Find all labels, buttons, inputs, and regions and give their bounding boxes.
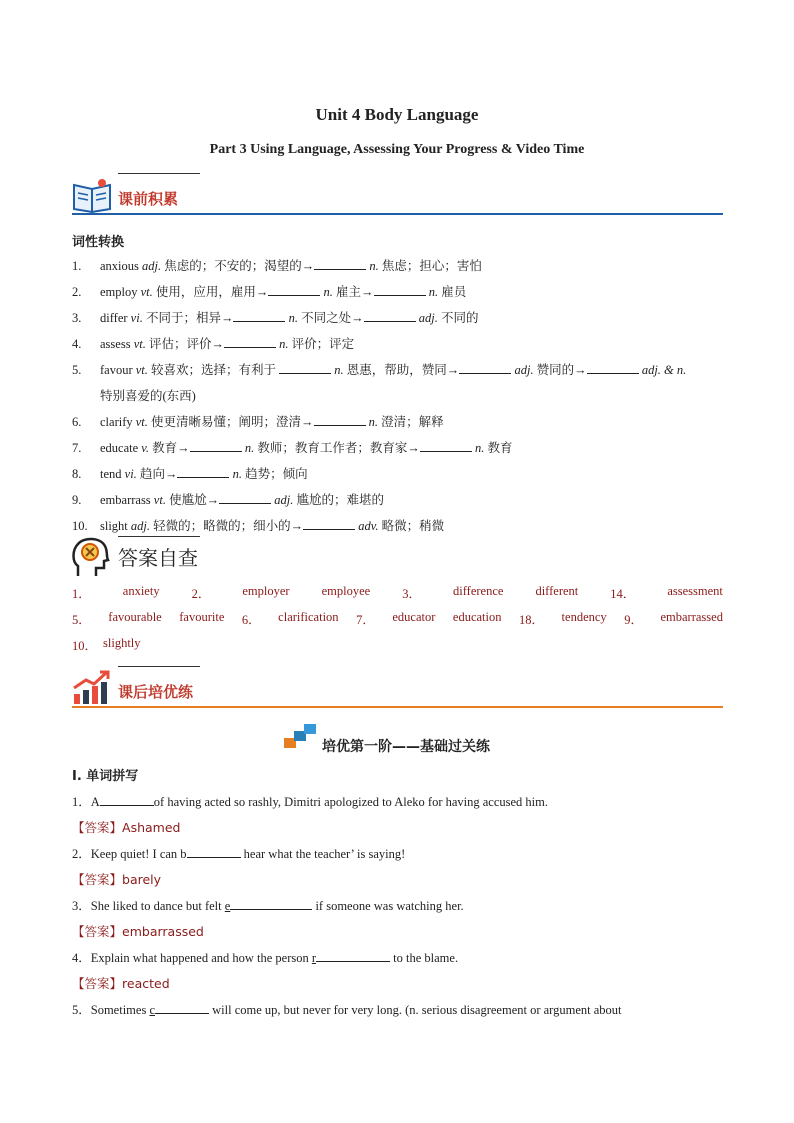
thinking-head-icon: [72, 536, 110, 578]
answer-number: 2．: [191, 587, 211, 601]
part-of-speech: adj.: [130, 519, 151, 533]
answer-word: educator: [392, 610, 436, 624]
answer-number: 18．: [519, 613, 545, 627]
item-number: 3.: [72, 311, 82, 325]
stage-label: 培优第一阶——基础过关练: [322, 739, 490, 755]
section-header-postclass: [72, 666, 723, 708]
section-top-rule: [118, 666, 200, 667]
answer-text: Ashamed: [122, 820, 181, 835]
page-title: Unit 4 Body Language: [315, 105, 479, 124]
item-number: 2.: [72, 285, 82, 299]
meaning: 使用，应用，雇用→: [152, 285, 269, 299]
question-text: if someone was watching her.: [312, 899, 464, 913]
section-divider: [72, 213, 723, 215]
answer-word: difference: [453, 584, 504, 598]
wordform-item: [72, 413, 723, 431]
item-number: 5.: [72, 363, 82, 377]
meaning: 使尴尬→: [165, 493, 220, 507]
part-of-speech: n.: [279, 337, 289, 351]
answer-blank[interactable]: [374, 283, 426, 296]
exercise-answer: [72, 974, 170, 992]
answer-text: reacted: [122, 976, 170, 991]
initial-letter: c: [149, 1003, 155, 1017]
answer-blank[interactable]: [230, 897, 312, 910]
meaning: 评估；评价→: [145, 337, 224, 351]
wordform-item: [72, 361, 723, 379]
meaning: 较喜欢；选择；有利于: [147, 363, 280, 377]
answer-blank[interactable]: [314, 257, 366, 270]
initial-letter: r: [311, 951, 317, 965]
stage-heading: [284, 724, 524, 754]
answer-tag: 【答案】: [72, 976, 123, 991]
answer-blank[interactable]: [268, 283, 320, 296]
section-label: 课前积累: [118, 190, 179, 208]
page-subtitle: Part 3 Using Language, Assessing Your Progress & Video Time: [209, 142, 585, 157]
answer-number: 9．: [624, 613, 643, 627]
part-of-speech: vt.: [140, 285, 153, 299]
exercise-answer: [72, 818, 180, 836]
answer-blank[interactable]: [420, 439, 472, 452]
part-of-speech: n.: [244, 441, 255, 455]
answer-blank[interactable]: [587, 361, 639, 374]
answer-blank[interactable]: [190, 439, 242, 452]
answer-word: tendency: [561, 610, 607, 624]
part-of-speech: vt.: [135, 415, 148, 429]
word: educate: [100, 441, 142, 455]
exercise-question: [72, 844, 723, 862]
meaning: 教育→: [149, 441, 190, 455]
item-number: 4.: [72, 337, 82, 351]
initial-letter: e: [224, 899, 231, 913]
section-header-preclass: [72, 173, 723, 215]
item-number: 10.: [72, 519, 88, 533]
answer-text: embarrassed: [122, 924, 204, 939]
answer-number: 14．: [610, 587, 636, 601]
question-text: 3．She liked to dance but felt: [72, 899, 225, 913]
part-of-speech: n.: [368, 415, 379, 429]
meaning: 不同于；相异→: [142, 311, 234, 325]
meaning: 雇员: [438, 285, 467, 299]
spelling-heading: I. 单词拼写: [72, 769, 139, 784]
section-top-rule: [118, 536, 200, 537]
meaning: 略微；稍微: [378, 519, 445, 533]
exercise-question: [72, 896, 723, 914]
section-divider: [72, 706, 723, 708]
word: favour: [100, 363, 136, 377]
answer-blank[interactable]: [187, 845, 241, 858]
meaning: 尴尬的；难堪的: [293, 493, 384, 507]
part-of-speech: adj.: [514, 363, 534, 377]
answer-blank[interactable]: [303, 517, 355, 530]
meaning: 赞同的→: [533, 363, 587, 377]
exercise-answer: [72, 922, 204, 940]
exercise-question: [72, 948, 723, 966]
answer-word: employer: [242, 584, 290, 598]
section-label: 答案自查: [118, 546, 198, 570]
word: employ: [100, 285, 141, 299]
answer-blank[interactable]: [219, 491, 271, 504]
part-of-speech: n.: [323, 285, 333, 299]
meaning: 恩惠，帮助，赞同→: [343, 363, 460, 377]
answer-word: anxiety: [122, 584, 160, 598]
answer-word: embarrassed: [660, 610, 723, 624]
wordform-item: [72, 491, 723, 509]
part-of-speech: v.: [141, 441, 150, 455]
part-of-speech: adj.: [274, 493, 294, 507]
word: embarrass: [100, 493, 154, 507]
word: differ: [100, 311, 131, 325]
part-of-speech: n.: [288, 311, 298, 325]
answer-blank[interactable]: [100, 793, 154, 806]
meaning: 趋势；倾向: [241, 467, 308, 481]
part-of-speech: n.: [369, 259, 379, 273]
meaning: 教育: [484, 441, 513, 455]
answer-blank[interactable]: [314, 413, 366, 426]
section-top-rule: [118, 173, 200, 174]
part-of-speech: n.: [428, 285, 439, 299]
meaning: 焦虑；担心；害怕: [378, 259, 482, 273]
item-number: 6.: [72, 415, 82, 429]
answer-blank[interactable]: [177, 465, 229, 478]
item-number: 8.: [72, 467, 82, 481]
part-of-speech: vi.: [130, 311, 143, 325]
answer-blank[interactable]: [233, 309, 285, 322]
meaning: 澄清；解释: [378, 415, 444, 429]
answer-number: 1．: [72, 587, 91, 601]
word: clarify: [100, 415, 136, 429]
word: slight: [100, 519, 131, 533]
answer-text: barely: [122, 872, 162, 887]
section-header-answers: [72, 536, 723, 580]
part-of-speech: adj.: [418, 311, 438, 325]
wordform-item: [72, 309, 723, 327]
meaning: 焦虑的；不安的；渴望的→: [161, 259, 315, 273]
answer-row-3: [72, 636, 162, 654]
question-text: will come up, but never for very long. (n. serious disagreement or argument about: [209, 1003, 622, 1017]
answer-tag: 【答案】: [72, 872, 123, 887]
answer-row-1: [72, 584, 723, 602]
answer-row-2: [72, 610, 723, 628]
answer-number: 7．: [356, 613, 375, 627]
meaning: 特别喜爱的(东西): [100, 389, 196, 403]
meaning: 教师；教育工作者；教育家→: [254, 441, 420, 455]
meaning: 不同的: [437, 311, 479, 325]
answer-word: slightly: [103, 636, 141, 650]
answer-tag: 【答案】: [72, 924, 123, 939]
answer-blank[interactable]: [459, 361, 511, 374]
part-of-speech: adj.: [142, 259, 162, 273]
answer-blank[interactable]: [364, 309, 416, 322]
part-of-speech: vt.: [135, 363, 148, 377]
wordforms-heading: 词性转换: [72, 235, 125, 250]
part-of-speech: n.: [474, 441, 485, 455]
word: tend: [100, 467, 125, 481]
stairs-icon: [284, 724, 318, 750]
answer-blank[interactable]: [279, 361, 331, 374]
meaning: 轻微的；略微的；细小的→: [150, 519, 304, 533]
part-of-speech: vt.: [133, 337, 146, 351]
answer-word: favourable: [108, 610, 162, 624]
part-of-speech: n.: [232, 467, 242, 481]
answer-number: 3．: [402, 587, 421, 601]
part-of-speech: n.: [334, 363, 344, 377]
answer-word: favourite: [179, 610, 225, 624]
meaning: 使更清晰易懂；阐明；澄清→: [147, 415, 314, 429]
wordform-item-continued: [72, 387, 723, 405]
question-text: hear what the teacher’ is saying!: [240, 847, 406, 861]
section-label: 课后培优练: [118, 683, 194, 701]
meaning: 雇主→: [332, 285, 374, 299]
question-text: 2．Keep quiet! I can b: [72, 847, 187, 861]
answer-number: 6．: [241, 613, 261, 627]
answer-blank[interactable]: [316, 949, 390, 962]
part-of-speech: adv.: [358, 519, 379, 533]
question-text: 4．Explain what happened and how the person: [72, 951, 312, 965]
exercise-question: [72, 792, 723, 810]
wordform-item: [72, 517, 723, 535]
item-number: 1.: [72, 259, 82, 273]
exercise-answer: [72, 870, 161, 888]
part-of-speech: adj. & n.: [641, 363, 687, 377]
wordform-item: [72, 335, 723, 353]
book-icon: [72, 177, 112, 213]
wordform-item: [72, 283, 723, 301]
answer-word: different: [535, 584, 579, 598]
answer-word: clarification: [278, 610, 339, 624]
chart-up-icon: [72, 670, 112, 706]
wordform-item: [72, 439, 723, 457]
item-number: 9.: [72, 493, 82, 507]
answer-blank[interactable]: [155, 1001, 209, 1014]
exercise-question: [72, 1000, 723, 1018]
meaning: 不同之处→: [297, 311, 364, 325]
meaning: 趋向→: [136, 467, 178, 481]
question-text: 1．A: [72, 795, 100, 809]
question-text: of having acted so rashly, Dimitri apologized to Aleko for having accused him.: [153, 795, 549, 809]
word: anxious: [100, 259, 143, 273]
answer-number: 10．: [72, 639, 98, 653]
wordform-item: [72, 465, 723, 483]
word: assess: [100, 337, 134, 351]
question-text: to the blame.: [390, 951, 459, 965]
answer-word: education: [452, 610, 502, 624]
item-number: 7.: [72, 441, 82, 455]
wordform-item: [72, 257, 723, 275]
answer-tag: 【答案】: [72, 820, 123, 835]
answer-word: employee: [321, 584, 371, 598]
answer-blank[interactable]: [224, 335, 276, 348]
answer-word: assessment: [667, 584, 723, 598]
question-text: 5．Sometimes: [72, 1003, 150, 1017]
part-of-speech: vt.: [153, 493, 166, 507]
part-of-speech: vi.: [124, 467, 137, 481]
meaning: 评价；评定: [288, 337, 355, 351]
answer-number: 5．: [72, 613, 91, 627]
